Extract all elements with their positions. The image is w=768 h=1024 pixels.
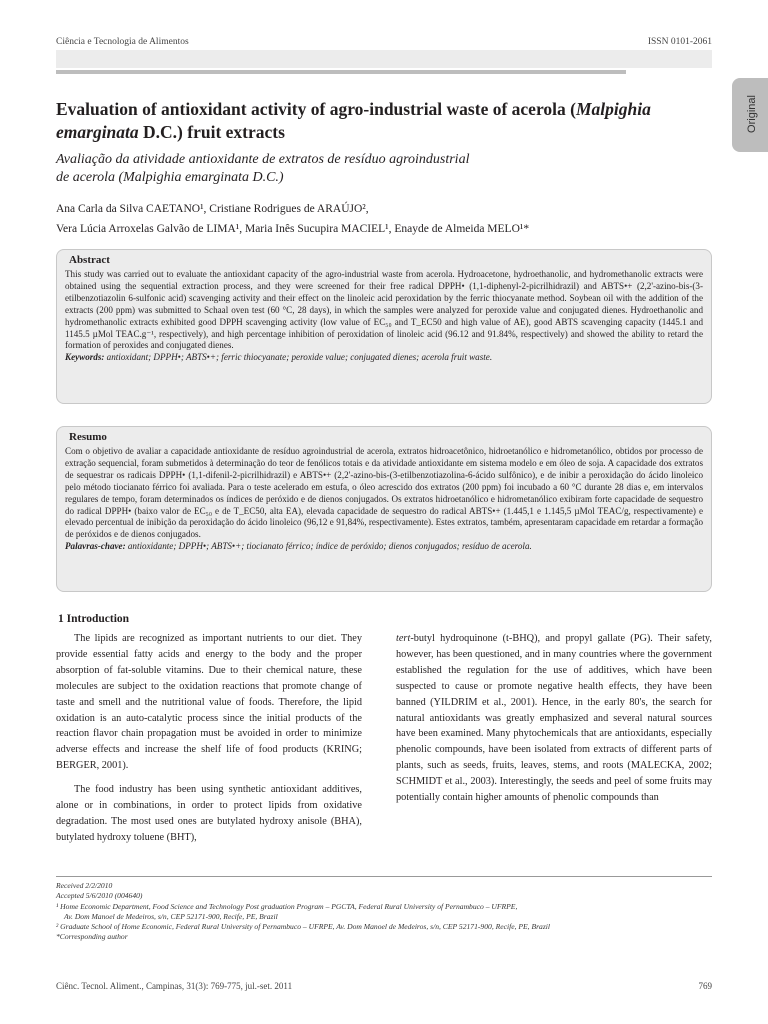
section-heading-introduction: 1 Introduction	[58, 613, 130, 625]
intro-paragraph-2: The food industry has been using synthetic antioxidant additives, alone or in combinations, in order to protect lipids from oxidative degradation. The most used ones are butylated hydroxy anisole (BHA), butylated hydroxy toluene (BHT),	[56, 784, 362, 843]
affiliation-1: ¹ Home Economic Department, Food Science and Technology Post graduation Program – PGCTA, Federal Rural University of Pernambuco – UFRPE,	[56, 901, 518, 911]
citation: Ciênc. Tecnol. Aliment., Campinas, 31(3): 769-775, jul.-set. 2011	[56, 981, 293, 991]
affiliation-1-address: Av. Dom Manoel de Medeiros, s/n, CEP 52171-900, Recife, PE, Brazil	[64, 911, 278, 921]
abstract-body: This study was carried out to evaluate the antioxidant capacity of the agro-industrial waste from acerola. Hydroacetone, hydroethanolic, and hydromethanolic extracts were obtained using the sequential extraction process, and they were screened for their free radical DPPH• (1,1-diphenyl-2-picrilhidrazil) and ABTS•+ (2,2'-azino-bis-(3-etilbenzotiazolin 6-sulfonic acid) scavenging activity and their effect on the linoleic acid peroxidation by the ferric thiocyanate method. Soybean oil with the addition of the extracts (200 ppm) was submitted to Schaal oven test (60 °C, 28 days), in which the samples were analyzed for peroxide value and conjugated dienes. Hydroethanolic and hydromethanolic extracts exhibited good DPPH scavenging activity (low value of EC₅₀ and T_EC50 and high value of AE), good ABTS scavenging capacity (1445.1 and 1145.5 µMol TEAC.g⁻¹, respectively), and high percentage inhibition of peroxidation of linoleic acid (96.12 and 91.84%, respectively) and showed the ability to retard the formation of peroxides and conjugated dienes.	[65, 269, 703, 351]
palavras-chave: antioxidante; DPPH•; ABTS•+; tiocianato férrico; índice de peróxido; dienos conjugados; resíduo de acerola.	[125, 541, 532, 552]
resumo-heading: Resumo	[69, 431, 107, 443]
intro-paragraph-1: The lipids are recognized as important nutrients to our diet. They provide essential fatty acids and energy to the body and the proper absorption of fat-soluble vitamins. Due to their chemical nature, these molecules are subject to the oxidation reactions that promote change of taste and smell and the nutritional value of foods. Therefore, the lipid oxidation is an auto-catalytic process since the initial products of the reaction flavor chain propagation must be avoided in order to minimize adverse effects and increase the shelf life of food products (KRING; BERGER, 2001).	[56, 633, 362, 772]
resumo-body: Com o objetivo de avaliar a capacidade antioxidante de resíduo agroindustrial de acerola, extratos hidroacetônico, hidroetanólico e hidrometanólico, obtidos por processo de extração sequencial, foram submetidos à determinação do teor de fenólicos totais e da atividade antioxidante em sistema modelo e em óleo de soja. A capacidade dos extratos de sequestrar os radicais DPPH• (1,1-difenil-2-picrilhidrazil) e ABTS•+ (2,2'-azino-bis-(3-etilbenzotiazolina-6-ácido sulfônico), e de inibir a peroxidação do ácido linoleico pelo método tiocianato férrico foi avaliada. Para o teste acelerado em estufa, o óleo acrescido dos extratos (200 ppm) foi incubado a 60 °C durante 28 dias e, em intervalos regulares de tempo, foram determinados os índices de peróxido e de dienos conjugados. Os extratos hidroetanólico e hidrometanólico exibiram forte capacidade de sequestro do radical DPPH• (baixo valor de EC₅₀ e de T_EC50, alta EA), elevada capacidade de sequestro do radical ABTS•+ (1.445,1 e 1.145,5 µMol TEAC/g, respectivamente) e elevado percentual de inibição da peroxidação do ácido linoleico (96,12 e 91,84%, respectivamente). Estes extratos, também, apresentaram capacidade em retardar a formação de peróxidos e de dienos conjugados.	[65, 446, 703, 540]
keywords: antioxidant; DPPH•; ABTS•+; ferric thiocyanate; peroxide value; conjugated dienes; acerola fruit waste.	[104, 352, 493, 363]
journal-name: Ciência e Tecnologia de Alimentos	[56, 37, 189, 47]
left-column	[56, 631, 362, 846]
issn: ISSN 0101-2061	[647, 37, 712, 47]
abstract-text	[65, 269, 703, 364]
header-rule	[56, 70, 626, 74]
accepted-date: Accepted 5/6/2010 (004640)	[56, 891, 143, 901]
resumo-box	[56, 426, 712, 592]
keywords-label: Keywords:	[65, 352, 105, 363]
tert-prefix: tert	[396, 633, 411, 644]
title-part-1: Evaluation of antioxidant activity of agro-industrial waste of acerola (	[56, 99, 576, 119]
footnotes	[56, 881, 712, 943]
authors-line-2: Vera Lúcia Arroxelas Galvão de LIMA¹, Maria Inês Sucupira MACIEL¹, Enayde de Almeida MELO¹*	[56, 223, 530, 235]
received-date: Received 2/2/2010	[56, 881, 113, 890]
author-list	[56, 199, 696, 239]
abstract-heading: Abstract	[69, 254, 110, 266]
intro-paragraph-3-text: -butyl hydroquinone (t-BHQ), and propyl gallate (PG). Their safety, however, has been questioned, and in many countries where the government established the regulation for the use of additives, which have been suspected to cause or promote negative health effects, they have been banned (YILDRIM et al., 2001). Hence, in the early 80's, the search for natural antioxidants was greatly emphasized and several natural sources have been examined. Many phytochemicals that are antioxidants, especially phenolic compounds, have been isolated from extracts of different parts of plants, such as seeds, fruits, leaves, stems, and roots (MALECKA, 2002; SCHMIDT et al., 2003). Interestingly, the seeds and peel of some fruits may potentially contain higher amounts of phenolic compounds than	[396, 633, 712, 804]
abstract-box	[56, 249, 712, 404]
footnote-rule	[56, 876, 712, 877]
header-band	[56, 50, 712, 68]
corresponding-author: *Corresponding author	[56, 932, 128, 942]
subtitle-line-2: de acerola (Malpighia emarginata D.C.)	[56, 170, 284, 185]
page-number: 769	[698, 981, 712, 991]
article-title	[56, 98, 656, 144]
authors-line-1: Ana Carla da Silva CAETANO¹, Cristiane Rodrigues de ARAÚJO²,	[56, 203, 369, 215]
resumo-text	[65, 446, 703, 553]
right-column	[396, 631, 712, 806]
title-part-2: D.C.) fruit extracts	[138, 122, 285, 142]
palavras-chave-label: Palavras-chave:	[65, 541, 126, 552]
affiliation-2: ² Graduate School of Home Economic, Federal Rural University of Pernambuco – UFRPE, Av. Dom Manoel de Medeiros, s/n, CEP 52171-900, Recife, PE, Brazil	[56, 922, 551, 932]
title-species: Malpighia emarginata	[56, 99, 651, 142]
article-subtitle	[56, 151, 576, 187]
intro-paragraph-3	[396, 631, 712, 806]
subtitle-line-1: Avaliação da atividade antioxidante de extratos de resíduo agroindustrial	[56, 152, 470, 167]
article-type-label: Original	[746, 95, 758, 133]
